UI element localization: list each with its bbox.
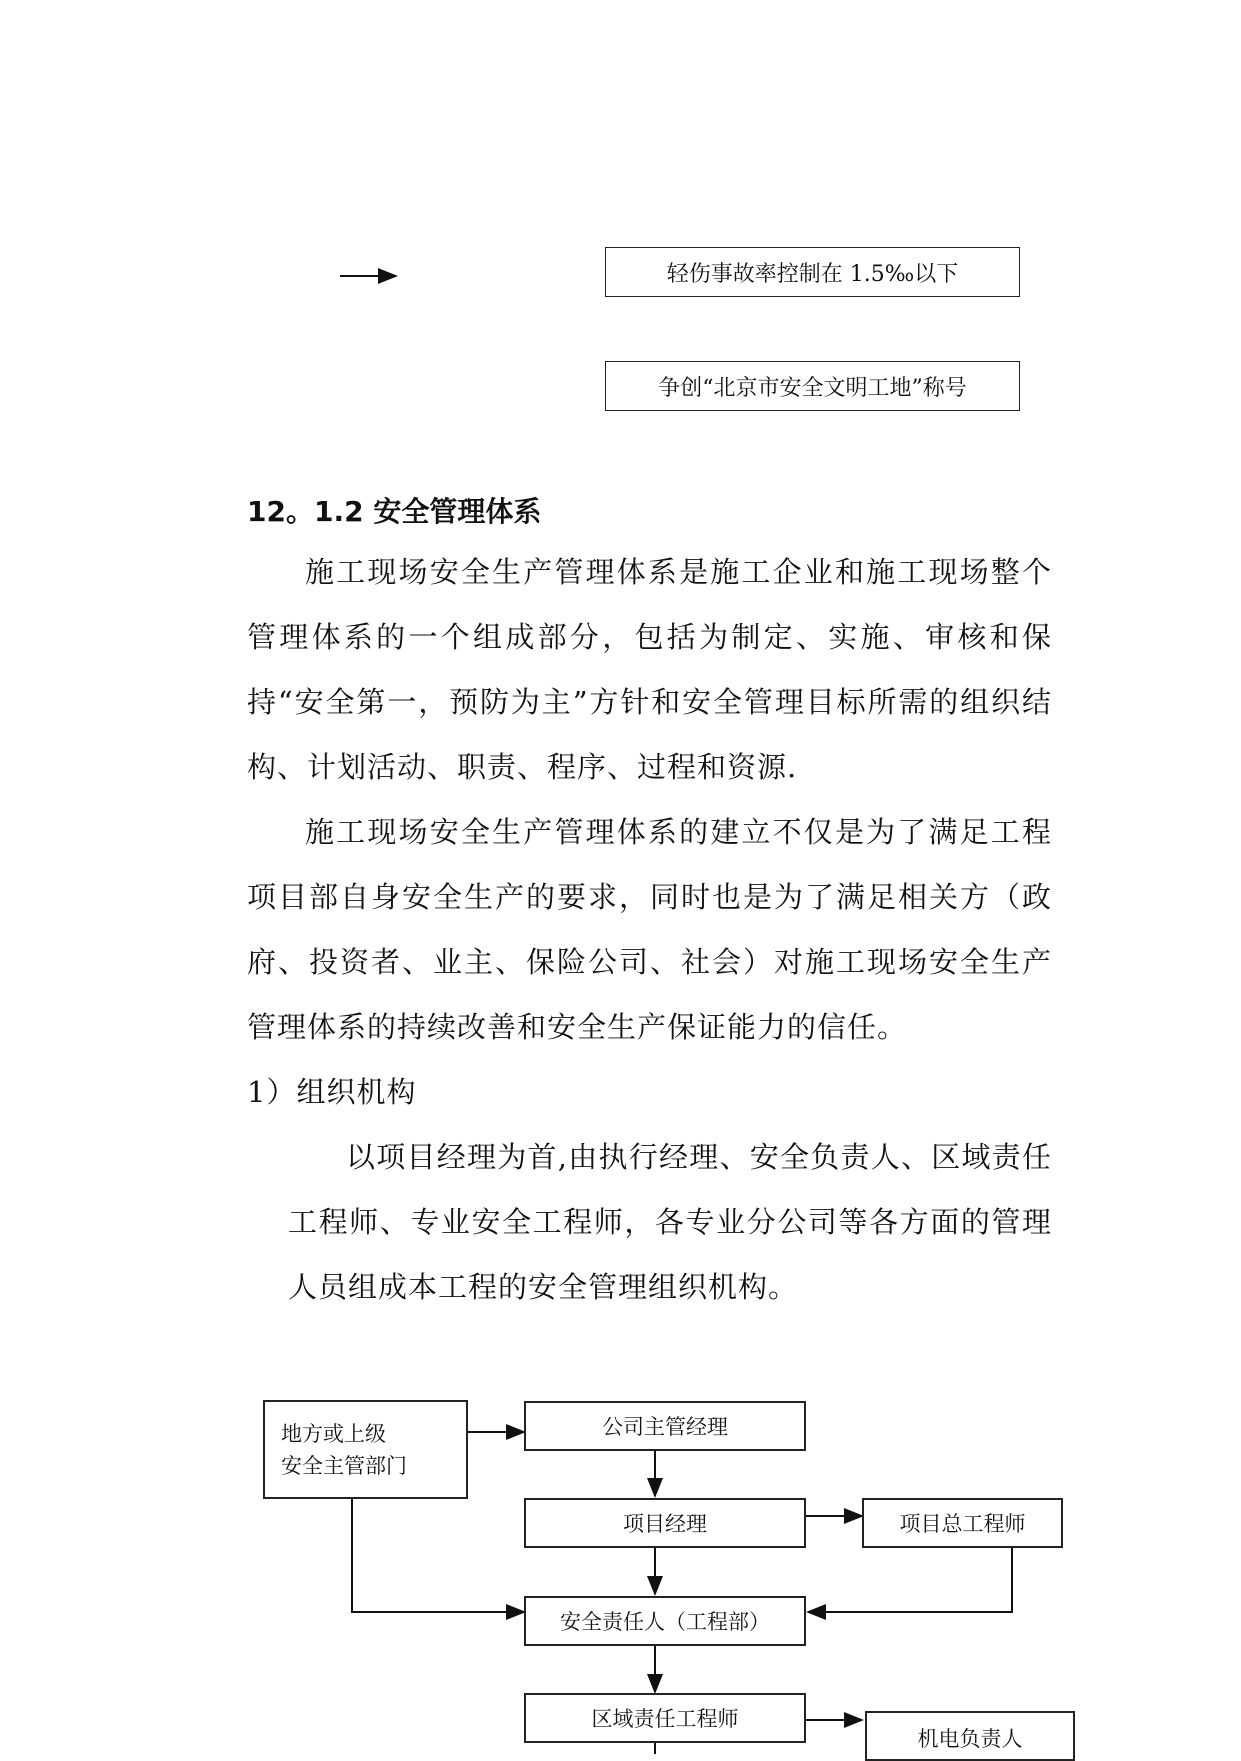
target-box-civilized-site-text: 争创“北京市安全文明工地”称号 (658, 375, 967, 401)
org-box-local-safety-dept-line2: 安全主管部门 (281, 1453, 407, 1478)
section-heading: 12。1.2 安全管理体系 (247, 495, 542, 528)
subsection-title-org: 1）组织机构 (247, 1075, 417, 1109)
org-box-safety-responsible (524, 1596, 806, 1646)
org-box-chief-engineer (862, 1498, 1063, 1548)
org-box-chief-engineer-text: 项目总工程师 (899, 1512, 1026, 1536)
org-box-area-engineer-text: 区域责任工程师 (591, 1707, 739, 1731)
target-box-civilized-site (605, 361, 1020, 411)
org-box-area-engineer (524, 1693, 806, 1743)
subsection-paragraph-org: 以项目经理为首,由执行经理、安全负责人、区域责任工程师、专业安全工程师，各专业分公司等各方面的管理人员组成本工程的安全管理组织机构。 (288, 1140, 1052, 1304)
org-box-company-manager-text: 公司主管经理 (602, 1415, 728, 1439)
org-box-company-manager (524, 1401, 806, 1451)
paragraph-1: 施工现场安全生产管理体系是施工企业和施工现场整个管理体系的一个组成部分，包括为制定、实施、审核和保持“安全第一，预防为主”方针和安全管理目标所需的组织结构、计划活动、职责、程序、过程和资源. (247, 555, 1052, 784)
paragraph-2: 施工现场安全生产管理体系的建立不仅是为了满足工程项目部自身安全生产的要求，同时也是为了满足相关方（政府、投资者、业主、保险公司、社会）对施工现场安全生产管理体系的持续改善和安全生产保证能力的信任。 (247, 815, 1052, 1044)
org-box-project-manager (524, 1498, 806, 1548)
org-box-project-manager-text: 项目经理 (623, 1512, 707, 1536)
org-box-local-safety-dept-line1: 地方或上级 (281, 1421, 386, 1446)
org-box-local-safety-dept (263, 1400, 468, 1499)
target-box-injury-rate (605, 247, 1020, 297)
org-box-safety-responsible-text: 安全责任人（工程部） (560, 1610, 770, 1634)
target-box-injury-rate-text: 轻伤事故率控制在 1.5‰以下 (666, 261, 959, 287)
org-box-mep-responsible-text: 机电负责人 (917, 1727, 1023, 1751)
